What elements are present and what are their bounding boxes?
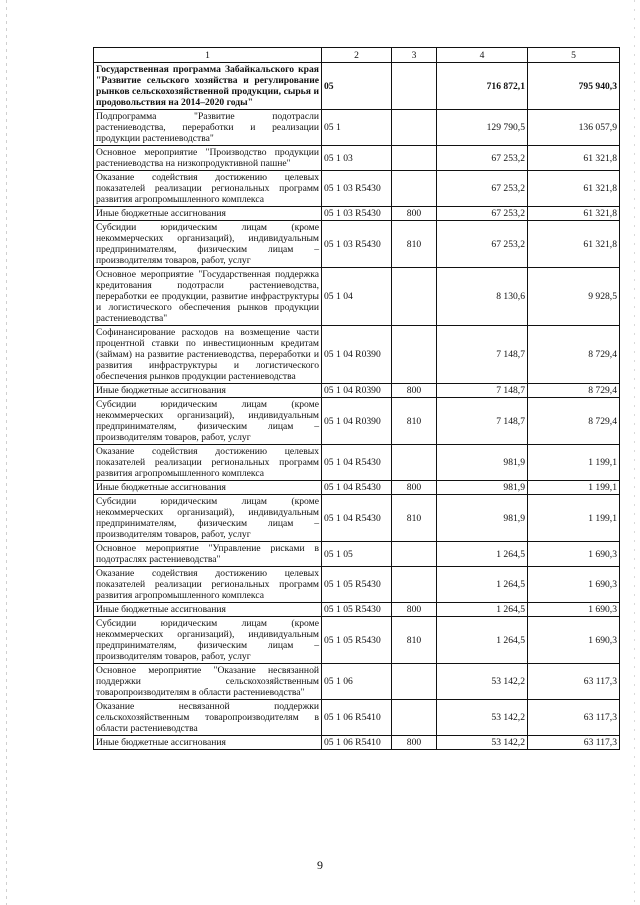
row-name-cell: Иные бюджетные ассигнования	[94, 207, 322, 221]
row-code-cell: 05 1 05 R5430	[322, 567, 392, 603]
row-name-cell: Иные бюджетные ассигнования	[94, 603, 322, 617]
row-expense-type-cell	[392, 268, 437, 326]
row-code-cell: 05 1 04 R0390	[322, 326, 392, 384]
row-code-cell: 05 1 03 R5430	[322, 221, 392, 268]
row-name-cell: Субсидии юридическим лицам (кроме некоммерческих организаций), индивидуальным предпринимателям, физическим лицам – производителям товаров, работ, услуг	[94, 617, 322, 664]
row-name-cell: Оказание содействия достижению целевых показателей реализации региональных программ развития агропромышленного комплекса	[94, 567, 322, 603]
column-header-1: 1	[94, 48, 322, 63]
row-expense-type-cell	[392, 171, 437, 207]
table-header-row	[94, 48, 620, 63]
row-amount-2020-cell: 63 117,3	[528, 664, 620, 700]
row-amount-2019-cell: 7 148,7	[437, 398, 528, 445]
row-expense-type-cell: 810	[392, 398, 437, 445]
row-expense-type-cell	[392, 326, 437, 384]
row-code-cell: 05 1 04 R0390	[322, 384, 392, 398]
row-amount-2020-cell: 1 690,3	[528, 542, 620, 567]
row-expense-type-cell: 800	[392, 603, 437, 617]
table-row	[94, 63, 620, 110]
budget-table	[93, 47, 620, 750]
row-code-cell: 05 1 04 R0390	[322, 398, 392, 445]
row-name-cell: Субсидии юридическим лицам (кроме некоммерческих организаций), индивидуальным предпринимателям, физическим лицам – производителям товаров, работ, услуг	[94, 398, 322, 445]
scan-edge-right	[634, 0, 635, 905]
row-amount-2019-cell: 716 872,1	[437, 63, 528, 110]
row-expense-type-cell: 810	[392, 617, 437, 664]
row-code-cell: 05 1 06	[322, 664, 392, 700]
row-amount-2020-cell: 9 928,5	[528, 268, 620, 326]
row-expense-type-cell	[392, 542, 437, 567]
row-name-cell: Иные бюджетные ассигнования	[94, 481, 322, 495]
row-name-cell: Субсидии юридическим лицам (кроме некоммерческих организаций), индивидуальным предпринимателям, физическим лицам – производителям товаров, работ, услуг	[94, 221, 322, 268]
table-row	[94, 207, 620, 221]
table-row	[94, 700, 620, 736]
table-row	[94, 268, 620, 326]
row-expense-type-cell: 810	[392, 495, 437, 542]
row-amount-2020-cell: 1 690,3	[528, 603, 620, 617]
row-name-cell: Государственная программа Забайкальского края "Развитие сельского хозяйства и регулирование рынков сельскохозяйственной продукции, сырья и продовольствия на 2014–2020 годы"	[94, 63, 322, 110]
row-code-cell: 05 1 06 R5410	[322, 700, 392, 736]
table-row	[94, 542, 620, 567]
row-amount-2020-cell: 8 729,4	[528, 384, 620, 398]
row-name-cell: Иные бюджетные ассигнования	[94, 736, 322, 750]
row-name-cell: Субсидии юридическим лицам (кроме некоммерческих организаций), индивидуальным предпринимателям, физическим лицам – производителям товаров, работ, услуг	[94, 495, 322, 542]
table-row	[94, 384, 620, 398]
row-amount-2020-cell: 61 321,8	[528, 207, 620, 221]
row-code-cell: 05 1	[322, 110, 392, 146]
table-row	[94, 567, 620, 603]
row-code-cell: 05 1 04 R5430	[322, 445, 392, 481]
row-expense-type-cell	[392, 110, 437, 146]
table-row	[94, 171, 620, 207]
table-row	[94, 664, 620, 700]
table-row	[94, 221, 620, 268]
row-code-cell: 05 1 05	[322, 542, 392, 567]
row-amount-2020-cell: 63 117,3	[528, 700, 620, 736]
row-expense-type-cell	[392, 146, 437, 171]
row-amount-2020-cell: 1 199,1	[528, 445, 620, 481]
row-amount-2020-cell: 61 321,8	[528, 146, 620, 171]
table-row	[94, 617, 620, 664]
row-code-cell: 05 1 05 R5430	[322, 617, 392, 664]
table-row	[94, 603, 620, 617]
table-row	[94, 495, 620, 542]
row-name-cell: Оказание содействия достижению целевых показателей реализации региональных программ развития агропромышленного комплекса	[94, 171, 322, 207]
row-amount-2019-cell: 67 253,2	[437, 207, 528, 221]
table-row	[94, 110, 620, 146]
row-expense-type-cell: 810	[392, 221, 437, 268]
row-amount-2020-cell: 61 321,8	[528, 221, 620, 268]
row-code-cell: 05 1 04 R5430	[322, 481, 392, 495]
row-amount-2019-cell: 67 253,2	[437, 171, 528, 207]
row-code-cell: 05 1 04 R5430	[322, 495, 392, 542]
row-amount-2020-cell: 63 117,3	[528, 736, 620, 750]
row-expense-type-cell	[392, 700, 437, 736]
column-header-2: 2	[322, 48, 392, 63]
row-amount-2019-cell: 1 264,5	[437, 542, 528, 567]
row-name-cell: Основное мероприятие "Управление рисками в подотраслях растениеводства"	[94, 542, 322, 567]
column-header-5: 5	[528, 48, 620, 63]
table-row	[94, 326, 620, 384]
table-body	[94, 63, 620, 750]
row-amount-2019-cell: 53 142,2	[437, 736, 528, 750]
row-amount-2019-cell: 981,9	[437, 495, 528, 542]
row-expense-type-cell	[392, 445, 437, 481]
row-code-cell: 05 1 03 R5430	[322, 171, 392, 207]
row-expense-type-cell	[392, 63, 437, 110]
row-amount-2019-cell: 1 264,5	[437, 617, 528, 664]
row-amount-2020-cell: 795 940,3	[528, 63, 620, 110]
table-row	[94, 736, 620, 750]
row-amount-2019-cell: 67 253,2	[437, 221, 528, 268]
row-code-cell: 05 1 05 R5430	[322, 603, 392, 617]
row-code-cell: 05 1 04	[322, 268, 392, 326]
row-expense-type-cell	[392, 664, 437, 700]
row-name-cell: Иные бюджетные ассигнования	[94, 384, 322, 398]
row-code-cell: 05 1 03	[322, 146, 392, 171]
row-amount-2020-cell: 1 199,1	[528, 481, 620, 495]
row-name-cell: Оказание несвязанной поддержки сельскохозяйственным товаропроизводителям в области растениеводства	[94, 700, 322, 736]
row-amount-2019-cell: 1 264,5	[437, 603, 528, 617]
row-amount-2020-cell: 1 199,1	[528, 495, 620, 542]
row-name-cell: Основное мероприятие "Производство продукции растениеводства на низкопродуктивной пашне"	[94, 146, 322, 171]
row-name-cell: Софинансирование расходов на возмещение части процентной ставки по инвестиционным кредитам (займам) на развитие растениеводства, переработки и развития инфраструктуры и логистического обеспечения рынков продукции растениеводства	[94, 326, 322, 384]
column-header-4: 4	[437, 48, 528, 63]
row-amount-2019-cell: 67 253,2	[437, 146, 528, 171]
row-expense-type-cell	[392, 567, 437, 603]
column-header-3: 3	[392, 48, 437, 63]
row-amount-2019-cell: 8 130,6	[437, 268, 528, 326]
row-amount-2020-cell: 136 057,9	[528, 110, 620, 146]
row-name-cell: Оказание содействия достижению целевых показателей реализации региональных программ развития агропромышленного комплекса	[94, 445, 322, 481]
row-code-cell: 05	[322, 63, 392, 110]
row-name-cell: Подпрограмма "Развитие подотрасли растениеводства, переработки и реализации продукции растениеводства"	[94, 110, 322, 146]
table-row	[94, 445, 620, 481]
row-amount-2020-cell: 8 729,4	[528, 326, 620, 384]
row-amount-2020-cell: 1 690,3	[528, 567, 620, 603]
row-code-cell: 05 1 06 R5410	[322, 736, 392, 750]
row-amount-2020-cell: 61 321,8	[528, 171, 620, 207]
row-amount-2019-cell: 53 142,2	[437, 664, 528, 700]
row-amount-2019-cell: 7 148,7	[437, 384, 528, 398]
scan-edge-left	[6, 0, 7, 905]
row-expense-type-cell: 800	[392, 736, 437, 750]
row-code-cell: 05 1 03 R5430	[322, 207, 392, 221]
row-amount-2020-cell: 1 690,3	[528, 617, 620, 664]
row-amount-2019-cell: 981,9	[437, 481, 528, 495]
row-amount-2019-cell: 7 148,7	[437, 326, 528, 384]
row-amount-2019-cell: 53 142,2	[437, 700, 528, 736]
row-amount-2019-cell: 981,9	[437, 445, 528, 481]
row-amount-2019-cell: 1 264,5	[437, 567, 528, 603]
row-expense-type-cell: 800	[392, 384, 437, 398]
row-expense-type-cell: 800	[392, 481, 437, 495]
table-row	[94, 481, 620, 495]
page-number: 9	[317, 858, 323, 872]
table-row	[94, 398, 620, 445]
row-amount-2020-cell: 8 729,4	[528, 398, 620, 445]
row-amount-2019-cell: 129 790,5	[437, 110, 528, 146]
row-name-cell: Основное мероприятие "Государственная поддержка кредитования подотрасли растениеводства, переработки ее продукции, развитие инфраструктуры и логистического обеспечения рынков продукции растениеводства"	[94, 268, 322, 326]
row-expense-type-cell: 800	[392, 207, 437, 221]
table-row	[94, 146, 620, 171]
row-name-cell: Основное мероприятие "Оказание несвязанной поддержки сельскохозяйственным товаропроизводителям в области растениеводства"	[94, 664, 322, 700]
